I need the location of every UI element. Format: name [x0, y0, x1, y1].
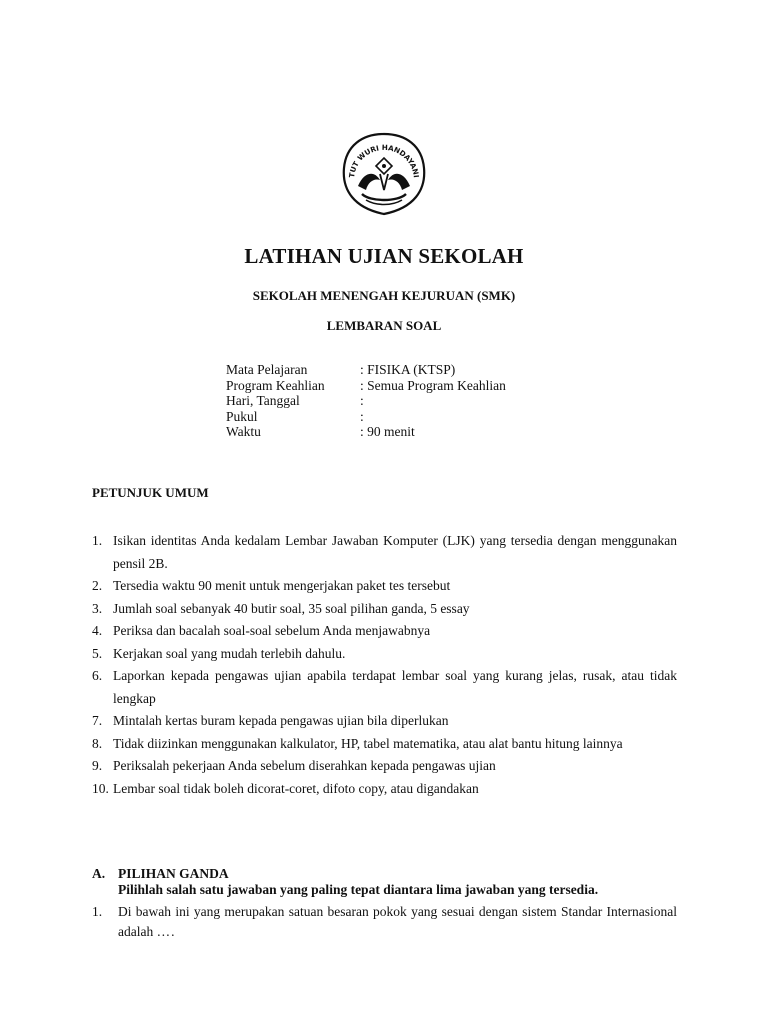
section-letter: A.: [92, 866, 106, 881]
logo-emblem-icon: [336, 128, 432, 218]
list-item: [92, 575, 677, 598]
list-item: [92, 710, 677, 733]
item-number: 6.: [92, 668, 103, 683]
info-row-program: [226, 378, 506, 394]
item-text: Periksa dan bacalah soal-soal sebelum Anda menjawabnya: [113, 623, 431, 638]
section-instruction: Pilihlah salah satu jawaban yang paling tepat diantara lima jawaban yang tersedia.: [118, 882, 599, 897]
tut-wuri-handayani-logo: [336, 128, 432, 218]
question-blank: ….: [156, 924, 176, 939]
info-row-duration: [226, 424, 506, 440]
general-instructions-heading: PETUNJUK UMUM: [92, 485, 209, 500]
item-number: 1.: [92, 533, 103, 548]
info-label: Hari, Tanggal: [226, 393, 300, 408]
item-text: Mintalah kertas buram kepada pengawas ujian bila diperlukan: [113, 713, 449, 728]
section-heading: [92, 866, 677, 882]
item-number: 9.: [92, 758, 103, 773]
list-item: [92, 598, 677, 621]
info-value: : Semua Program Keahlian: [360, 377, 506, 393]
info-label: Mata Pelajaran: [226, 362, 308, 377]
item-number: 2.: [92, 578, 103, 593]
section-multiple-choice: [92, 866, 677, 942]
item-number: 8.: [92, 735, 103, 751]
item-text: Isikan identitas Anda kedalam Lembar Jawaban Komputer (LJK) yang tersedia dengan menggunakan pensil 2B.: [113, 533, 677, 571]
list-item: [92, 733, 677, 756]
info-row-date: [226, 393, 506, 409]
list-item: [92, 643, 677, 666]
item-text: Periksalah pekerjaan Anda sebelum diserahkan kepada pengawas ujian: [113, 758, 496, 773]
sheet-label: LEMBARAN SOAL: [326, 318, 442, 333]
info-row-subject: [226, 362, 506, 378]
info-label: Waktu: [226, 424, 261, 439]
question-number: 1.: [92, 904, 103, 919]
list-item: [92, 755, 677, 778]
item-number: 7.: [92, 713, 103, 728]
section-title: PILIHAN GANDA: [118, 866, 229, 881]
school-type-subtitle: SEKOLAH MENENGAH KEJURUAN (SMK): [252, 288, 516, 303]
item-number: 3.: [92, 600, 103, 616]
list-item: [92, 778, 677, 801]
info-row-time: [226, 409, 506, 425]
item-text: Kerjakan soal yang mudah terlebih dahulu.: [113, 645, 346, 661]
item-text: Jumlah soal sebanyak 40 butir soal, 35 soal pilihan ganda, 5 essay: [113, 600, 470, 616]
item-text: Tidak diizinkan menggunakan kalkulator, HP, tabel matematika, atau alat bantu hitung lainnya: [113, 735, 623, 751]
info-value: : 90 menit: [360, 424, 415, 439]
general-instructions-list: [92, 530, 677, 800]
item-text: Lembar soal tidak boleh dicorat-coret, difoto copy, atau digandakan: [113, 780, 479, 796]
exam-info-block: [226, 362, 506, 440]
question-text: Di bawah ini yang merupakan satuan besaran pokok yang sesuai dengan sistem Standar Internasional adalah: [118, 904, 677, 939]
info-value: :: [360, 408, 364, 424]
item-text: Tersedia waktu 90 menit untuk mengerjakan paket tes tersebut: [113, 578, 451, 593]
list-item: [92, 665, 677, 710]
list-item: [92, 620, 677, 643]
info-label: Program Keahlian: [226, 377, 325, 393]
info-value: :: [360, 393, 364, 408]
logo-motto-text: TUT WURI HANDAYANI: [347, 142, 421, 179]
item-number: 4.: [92, 623, 103, 638]
info-label: Pukul: [226, 408, 258, 424]
item-number: 5.: [92, 645, 103, 661]
list-item: [92, 530, 677, 575]
page-title: LATIHAN UJIAN SEKOLAH: [244, 244, 524, 268]
question-item: [92, 902, 677, 942]
question-text-wrapper: [118, 902, 677, 942]
info-value: : FISIKA (KTSP): [360, 362, 456, 377]
item-text: Laporkan kepada pengawas ujian apabila terdapat lembar soal yang kurang jelas, rusak, atau tidak lengkap: [113, 668, 677, 706]
item-number: 10.: [92, 780, 109, 796]
